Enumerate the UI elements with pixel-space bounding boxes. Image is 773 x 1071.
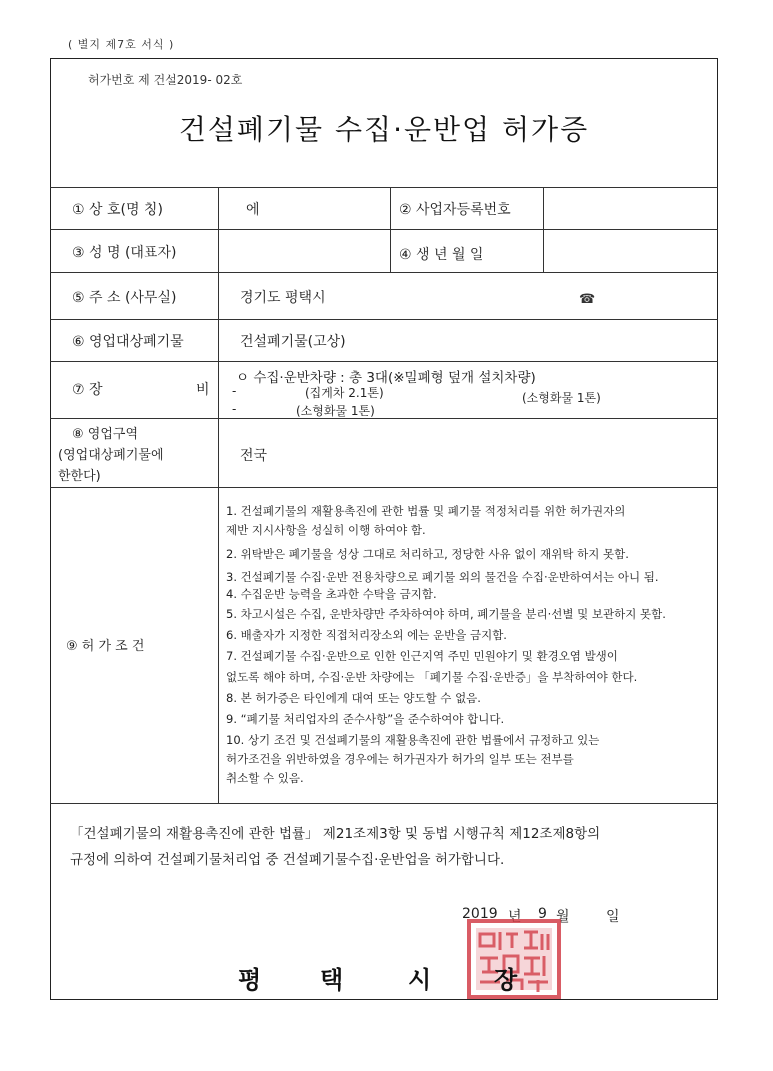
issuer-char-2: 택: [320, 966, 344, 994]
waste-type-label: ⑥ 영업대상폐기물: [72, 334, 184, 350]
condition-line: 9. “폐기물 처리업자의 준수사항”을 준수하여야 합니다.: [226, 712, 505, 726]
date-month: 9: [538, 906, 547, 922]
condition-line: 10. 상기 조건 및 건설폐기물의 재활용촉진에 관한 법률에서 규정하고 있는: [226, 733, 600, 747]
row-rule-2: [50, 272, 718, 273]
condition-line: 5. 차고시설은 수집, 운반차량만 주차하여야 하며, 폐기물을 분리·선별 및 보관하지 못함.: [226, 607, 666, 621]
issuer-char-3: 시: [408, 966, 432, 994]
conditions-label: ⑨ 허 가 조 건: [66, 639, 145, 654]
equipment-label: ⑦ 장: [72, 382, 103, 398]
issuer-char-4: 장: [494, 966, 518, 994]
equipment-dash-2: -: [232, 402, 237, 416]
address-value: 경기도 평택시: [240, 290, 326, 306]
date-month-unit: 월: [556, 909, 570, 925]
condition-line: 취소할 수 있음.: [226, 771, 304, 785]
condition-line: 7. 건설폐기물 수집·운반으로 인한 인근지역 주민 민원야기 및 환경오염 발생이: [226, 649, 618, 663]
name-label: ③ 성 명 (대표자): [72, 245, 177, 261]
area-label-3: 한한다): [58, 469, 101, 484]
equipment-item-1: (집게차 2.1톤): [305, 386, 384, 400]
condition-line: 2. 위탁받은 폐기물을 성상 그대로 처리하고, 정당한 사유 없이 재위탁 하지 못함.: [226, 547, 629, 561]
condition-line: 3. 건설폐기물 수집·운반 전용차량으로 폐기물 외의 물건을 수집·운반하여서는 아니 됨.: [226, 570, 659, 584]
condition-line: 6. 배출자가 지정한 직접처리장소외 에는 운반을 금지함.: [226, 628, 507, 642]
trade-name-label: ① 상 호(명 칭): [72, 202, 163, 218]
equipment-item-3: (소형화물 1톤): [296, 404, 375, 418]
equipment-dash-1: -: [232, 384, 237, 398]
date-day-unit: 일: [606, 909, 620, 925]
table-top-rule: [50, 187, 718, 188]
area-label-1: ⑧ 영업구역: [72, 427, 139, 442]
table-bottom-rule: [50, 803, 718, 804]
business-reg-label: ② 사업자등록번호: [399, 202, 511, 218]
row-rule-6: [50, 487, 718, 488]
equipment-item-2: (소형화물 1톤): [522, 391, 601, 405]
permit-number: 허가번호 제 건설2019- 02호: [88, 73, 243, 87]
equipment-label-suffix: 비: [196, 382, 210, 398]
issuer-char-1: 평: [238, 966, 262, 994]
condition-line: 1. 건설폐기물의 재활용촉진에 관한 법률 및 폐기물 적정처리를 위한 허가권자의: [226, 504, 626, 518]
statute-line-1: 「건설폐기물의 재활용촉진에 관한 법률」 제21조제3항 및 동법 시행규칙 제12조제8항의: [70, 826, 601, 842]
address-label: ⑤ 주 소 (사무실): [72, 290, 177, 306]
label-column-rule: [218, 187, 219, 803]
condition-line: 제반 지시사항을 성실히 이행 하여야 함.: [226, 523, 426, 537]
area-label-2: (영업대상폐기물에: [58, 448, 164, 463]
date-year: 2019: [462, 906, 498, 922]
condition-line: 없도록 해야 하며, 수집·운반 차량에는 「폐기물 수집·운반증」을 부착하여야 한다.: [226, 670, 638, 684]
row-rule-3: [50, 319, 718, 320]
row-rule-1: [50, 229, 718, 230]
row-rule-4: [50, 361, 718, 362]
date-year-unit: 년: [508, 909, 522, 925]
area-value: 전국: [240, 448, 268, 464]
condition-line: 8. 본 허가증은 타인에게 대여 또는 양도할 수 없음.: [226, 691, 481, 705]
condition-line: 허가조건을 위반하였을 경우에는 허가권자가 허가의 일부 또는 전부를: [226, 752, 574, 766]
document-title: 건설폐기물 수집·운반업 허가증: [178, 113, 590, 146]
condition-line: 4. 수집운반 능력을 초과한 수탁을 금지함.: [226, 587, 437, 601]
waste-type-value: 건설폐기물(고상): [240, 334, 346, 350]
birth-label: ④ 생 년 월 일: [399, 247, 484, 263]
mid-column-rule: [390, 187, 391, 272]
row-rule-5: [50, 418, 718, 419]
trade-name-value: 에: [246, 202, 260, 218]
telephone-icon: ☎: [579, 292, 596, 307]
form-label: ( 별지 제7호 서식 ): [68, 38, 175, 51]
equipment-summary: ㅇ 수집·운반차량 : 총 3대(※밀폐형 덮개 설치차량): [236, 370, 536, 386]
right-column-rule: [543, 187, 544, 272]
statute-line-2: 규정에 의하여 건설폐기물처리업 중 건설폐기물수집·운반업을 허가합니다.: [70, 852, 505, 868]
